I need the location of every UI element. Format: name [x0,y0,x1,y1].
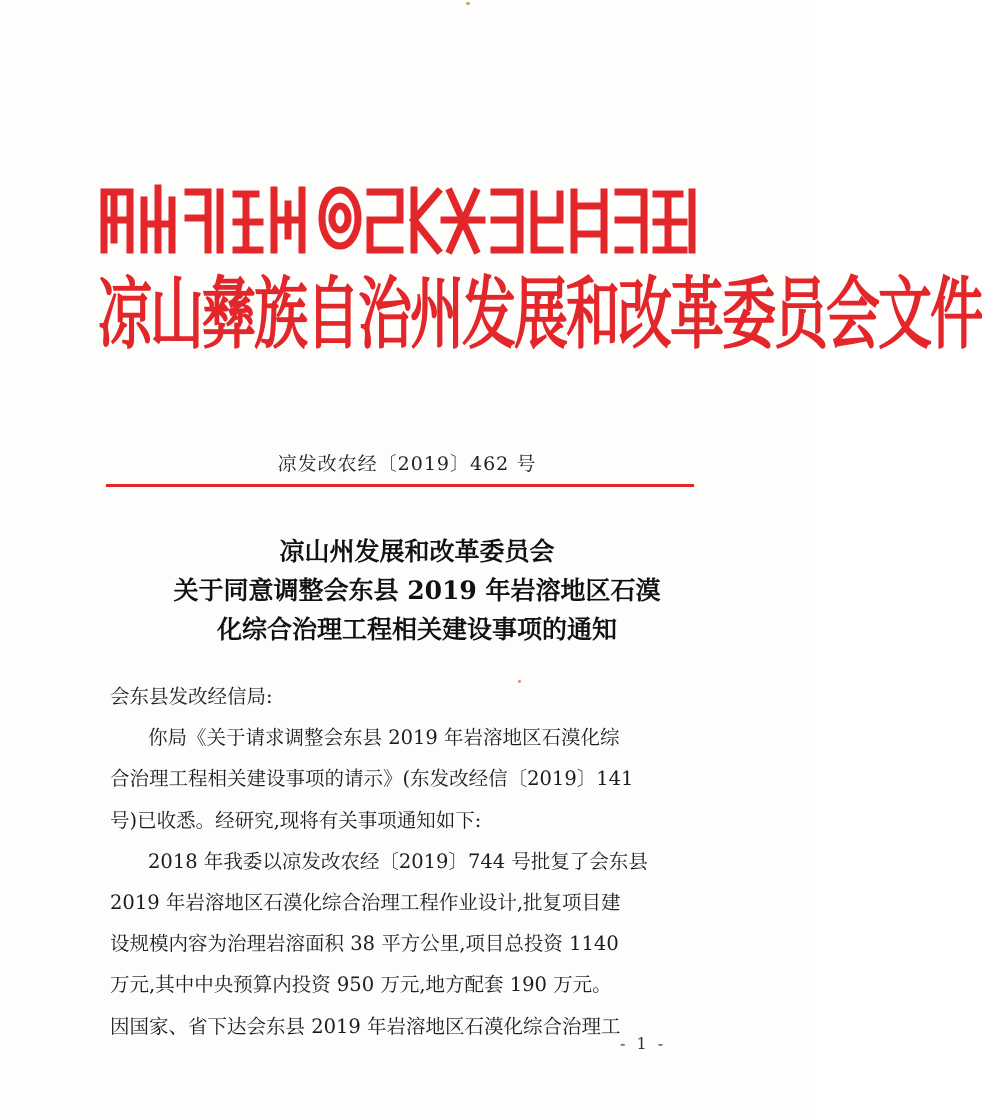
document-number: 凉发改农经〔2019〕462 号 [277,453,537,475]
notice-title-line3: 化综合治理工程相关建设事项的通知 [216,615,617,644]
paragraph-2-line-3: 设规模内容为治理岩溶面积 38 平方公里,项目总投资 1140 [110,932,619,956]
paragraph-2-line-5: 因国家、省下达会东县 2019 年岩溶地区石漠化综合治理工 [110,1014,621,1038]
addressee: 会东县发改经信局: [110,685,273,708]
agency-title: 凉山彝族自治州发展和改革委员会文件 [98,268,982,360]
scan-speck [518,680,521,683]
paragraph-1-line-2: 合治理工程相关建设事项的请示》(东发改经信〔2019〕141 [110,767,634,791]
paragraph-2-line-2: 2019 年岩溶地区石漠化综合治理工程作业设计,批复项目建 [110,891,621,915]
paragraph-2-line-1: 2018 年我委以凉发改农经〔2019〕744 号批复了会东县 [148,849,648,873]
page-number: - 1 - [620,1034,667,1053]
notice-title-line2: 关于同意调整会东县 2019 年岩溶地区石漠 [173,576,661,605]
notice-title [0,532,824,649]
paragraph-1-line-1: 你局《关于请求调整会东县 2019 年岩溶地区石漠化综 [148,726,620,750]
paragraph-2-line-4: 万元,其中中央预算内投资 950 万元,地方配套 190 万元。 [110,973,612,997]
notice-title-line1: 凉山州发展和改革委员会 [279,537,555,566]
paragraph-1-line-3: 号)已收悉。经研究,现将有关事项通知如下: [110,808,482,832]
red-divider-line [106,484,694,487]
scan-speck [466,2,470,5]
yi-script-glyphs [100,180,700,258]
yi-script-header [100,180,700,258]
notice-body [110,676,690,1047]
